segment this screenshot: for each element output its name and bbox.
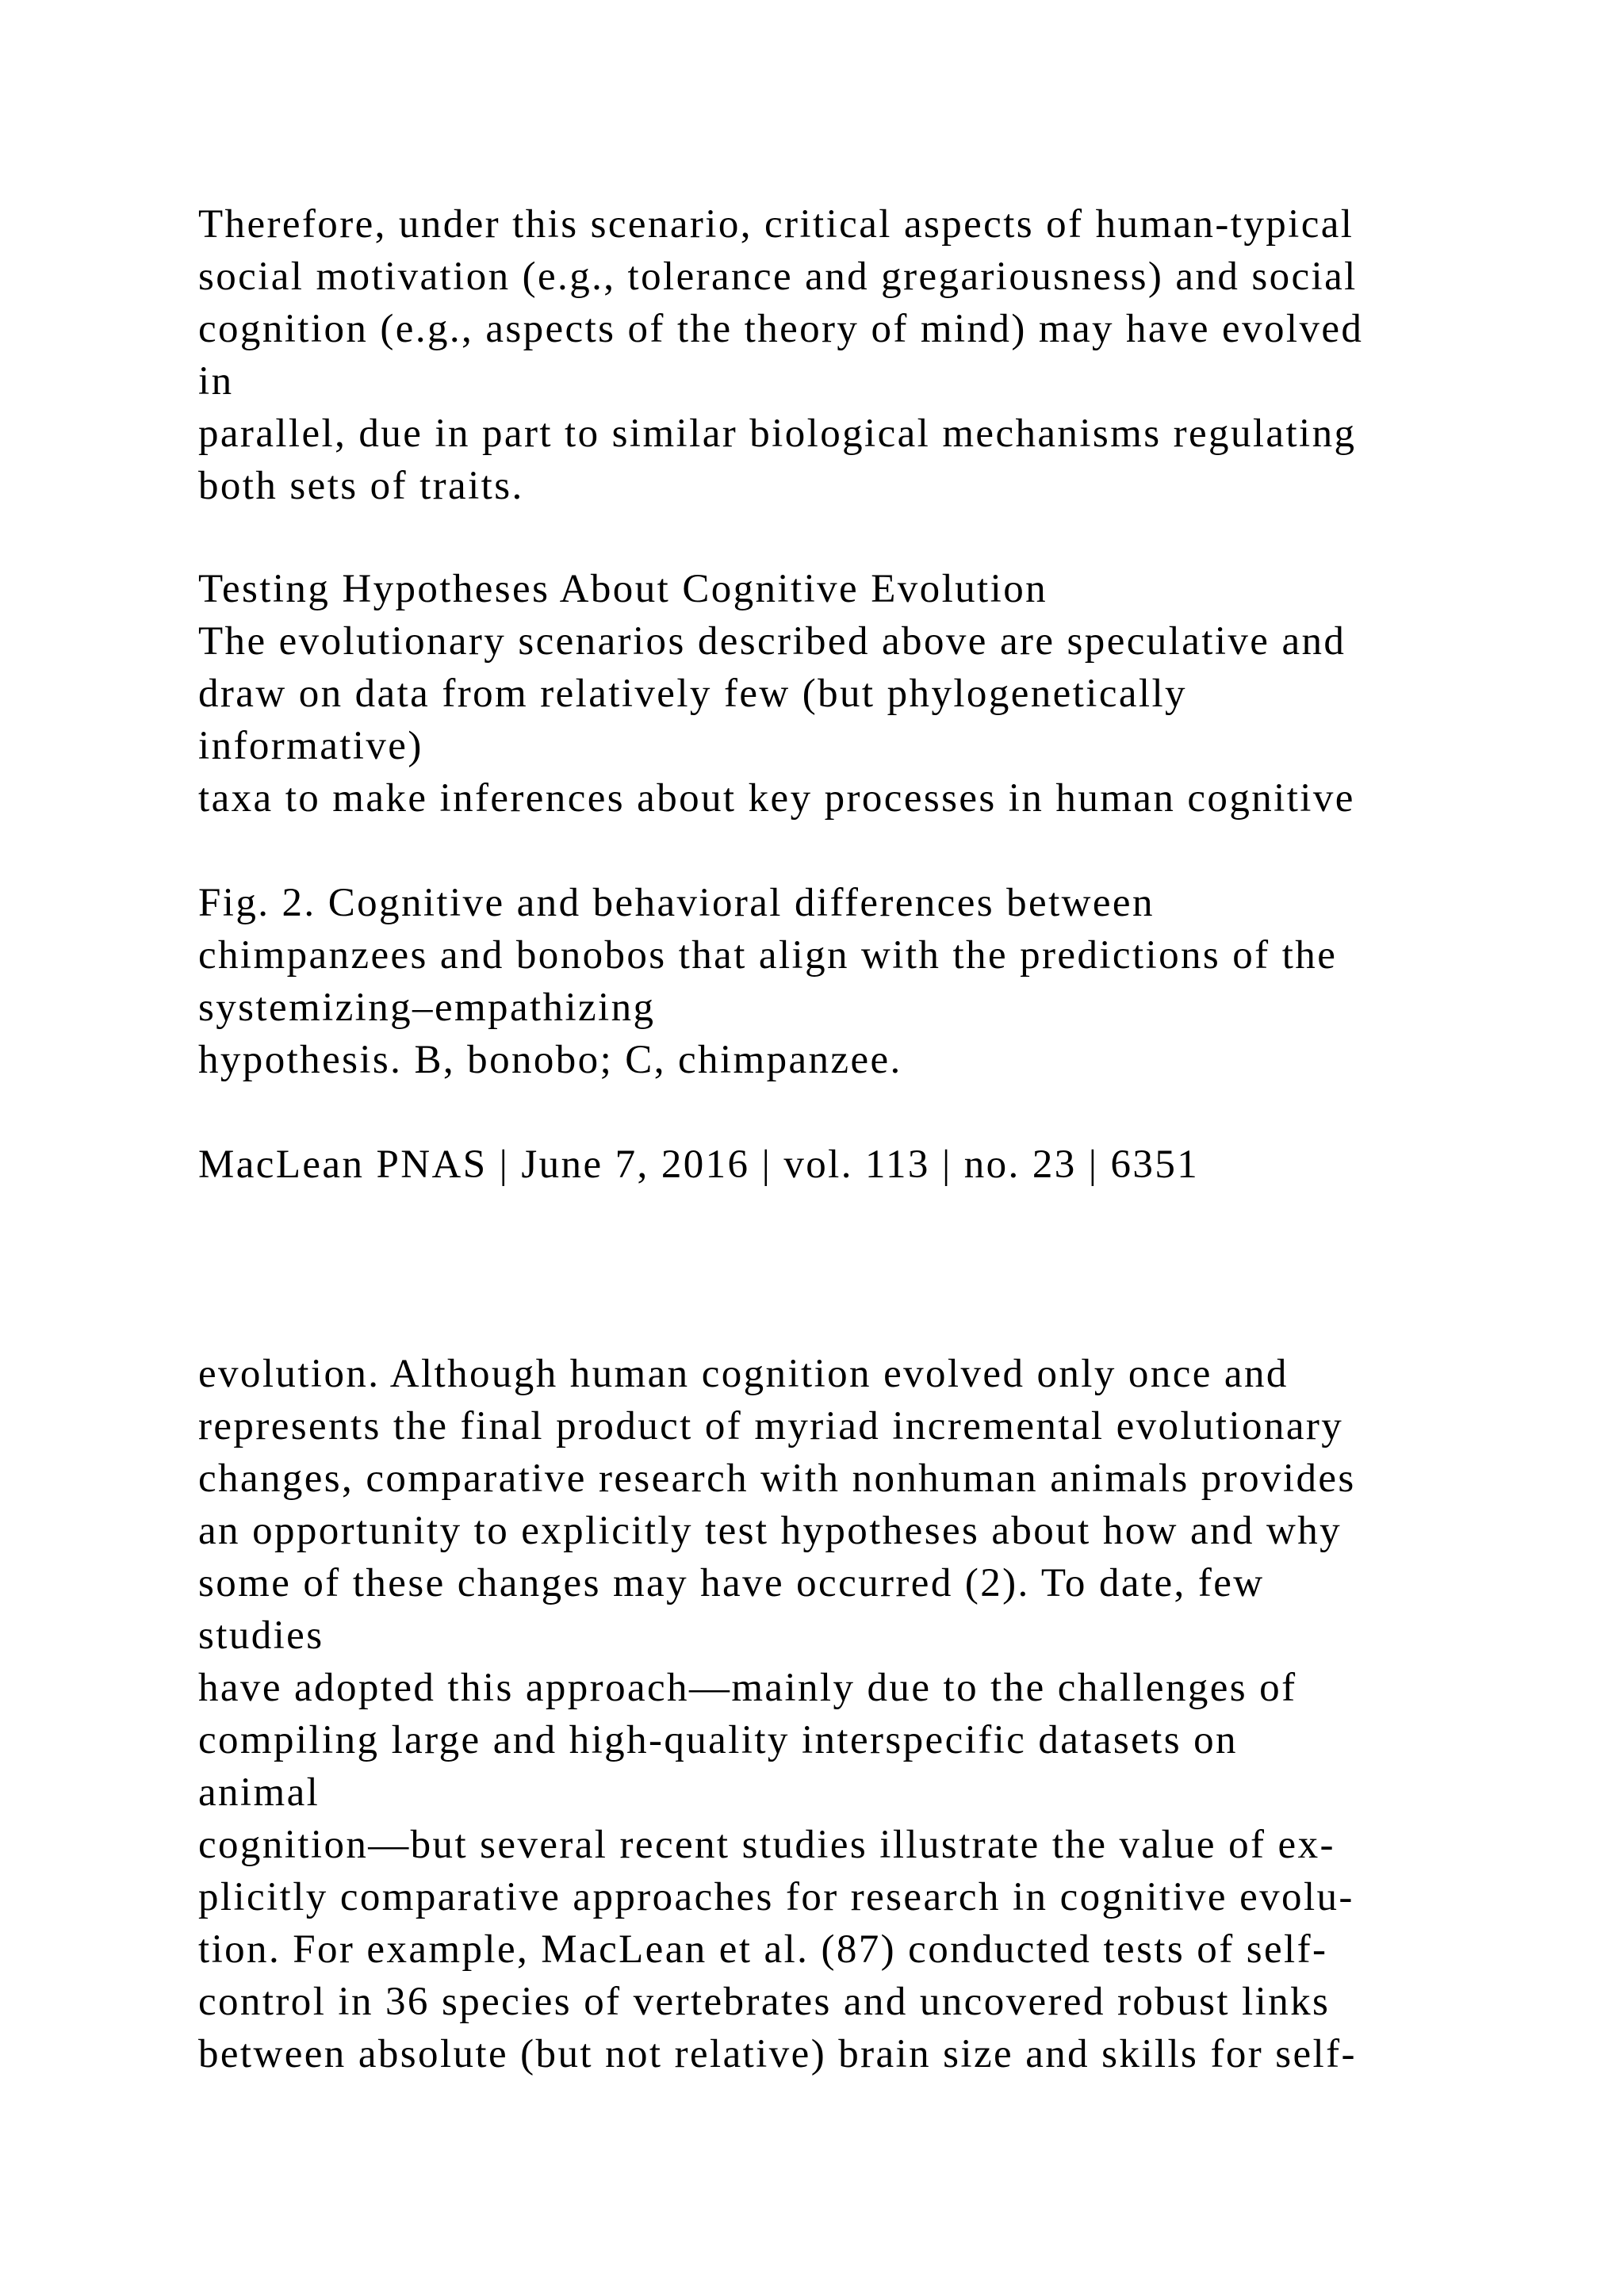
paragraph-line: some of these changes may have occurred (2). To date, few <box>198 1561 1265 1605</box>
paragraph-line: The evolutionary scenarios described above are speculative and <box>198 619 1346 664</box>
section-heading: Testing Hypotheses About Cognitive Evolution <box>198 567 1048 611</box>
paragraph-line: informative) <box>198 724 423 768</box>
paragraph-line: social motivation (e.g., tolerance and gregariousness) and social <box>198 254 1358 299</box>
page-footer: MacLean PNAS | June 7, 2016 | vol. 113 | no. 23 | 6351 <box>198 1142 1200 1187</box>
paragraph-line: studies <box>198 1613 324 1658</box>
paragraph-line: an opportunity to explicitly test hypotheses about how and why <box>198 1509 1342 1553</box>
paragraph-line: both sets of traits. <box>198 464 524 508</box>
paragraph-line: Therefore, under this scenario, critical aspects of human-typical <box>198 202 1354 247</box>
paragraph-line: represents the final product of myriad incremental evolutionary <box>198 1404 1344 1448</box>
paragraph-line: between absolute (but not relative) brain size and skills for self- <box>198 2032 1357 2076</box>
paragraph-line: plicitly comparative approaches for research in cognitive evolu- <box>198 1875 1354 1919</box>
paragraph-line: cognition (e.g., aspects of the theory of mind) may have evolved <box>198 307 1364 351</box>
paragraph-line: cognition—but several recent studies illustrate the value of ex- <box>198 1823 1335 1867</box>
paragraph-line: in <box>198 359 234 404</box>
paragraph-line: parallel, due in part to similar biological mechanisms regulating <box>198 411 1357 456</box>
paragraph-line: compiling large and high-quality interspecific datasets on <box>198 1718 1238 1762</box>
paragraph-line: evolution. Although human cognition evolved only once and <box>198 1352 1289 1396</box>
figure-caption-line: chimpanzees and bonobos that align with the predictions of the <box>198 933 1338 978</box>
figure-caption-line: systemizing–empathizing <box>198 985 656 1030</box>
paragraph-line: tion. For example, MacLean et al. (87) conducted tests of self- <box>198 1927 1328 1972</box>
figure-caption-line: hypothesis. B, bonobo; C, chimpanzee. <box>198 1038 902 1082</box>
paragraph-line: animal <box>198 1770 320 1815</box>
figure-caption-line: Fig. 2. Cognitive and behavioral differences between <box>198 881 1155 925</box>
paragraph-line: changes, comparative research with nonhuman animals provides <box>198 1456 1356 1501</box>
paragraph-line: taxa to make inferences about key processes in human cognitive <box>198 776 1355 821</box>
paragraph-line: control in 36 species of vertebrates and uncovered robust links <box>198 1980 1331 2024</box>
paragraph-line: draw on data from relatively few (but phylogenetically <box>198 672 1187 716</box>
paragraph-line: have adopted this approach—mainly due to the challenges of <box>198 1666 1297 1710</box>
